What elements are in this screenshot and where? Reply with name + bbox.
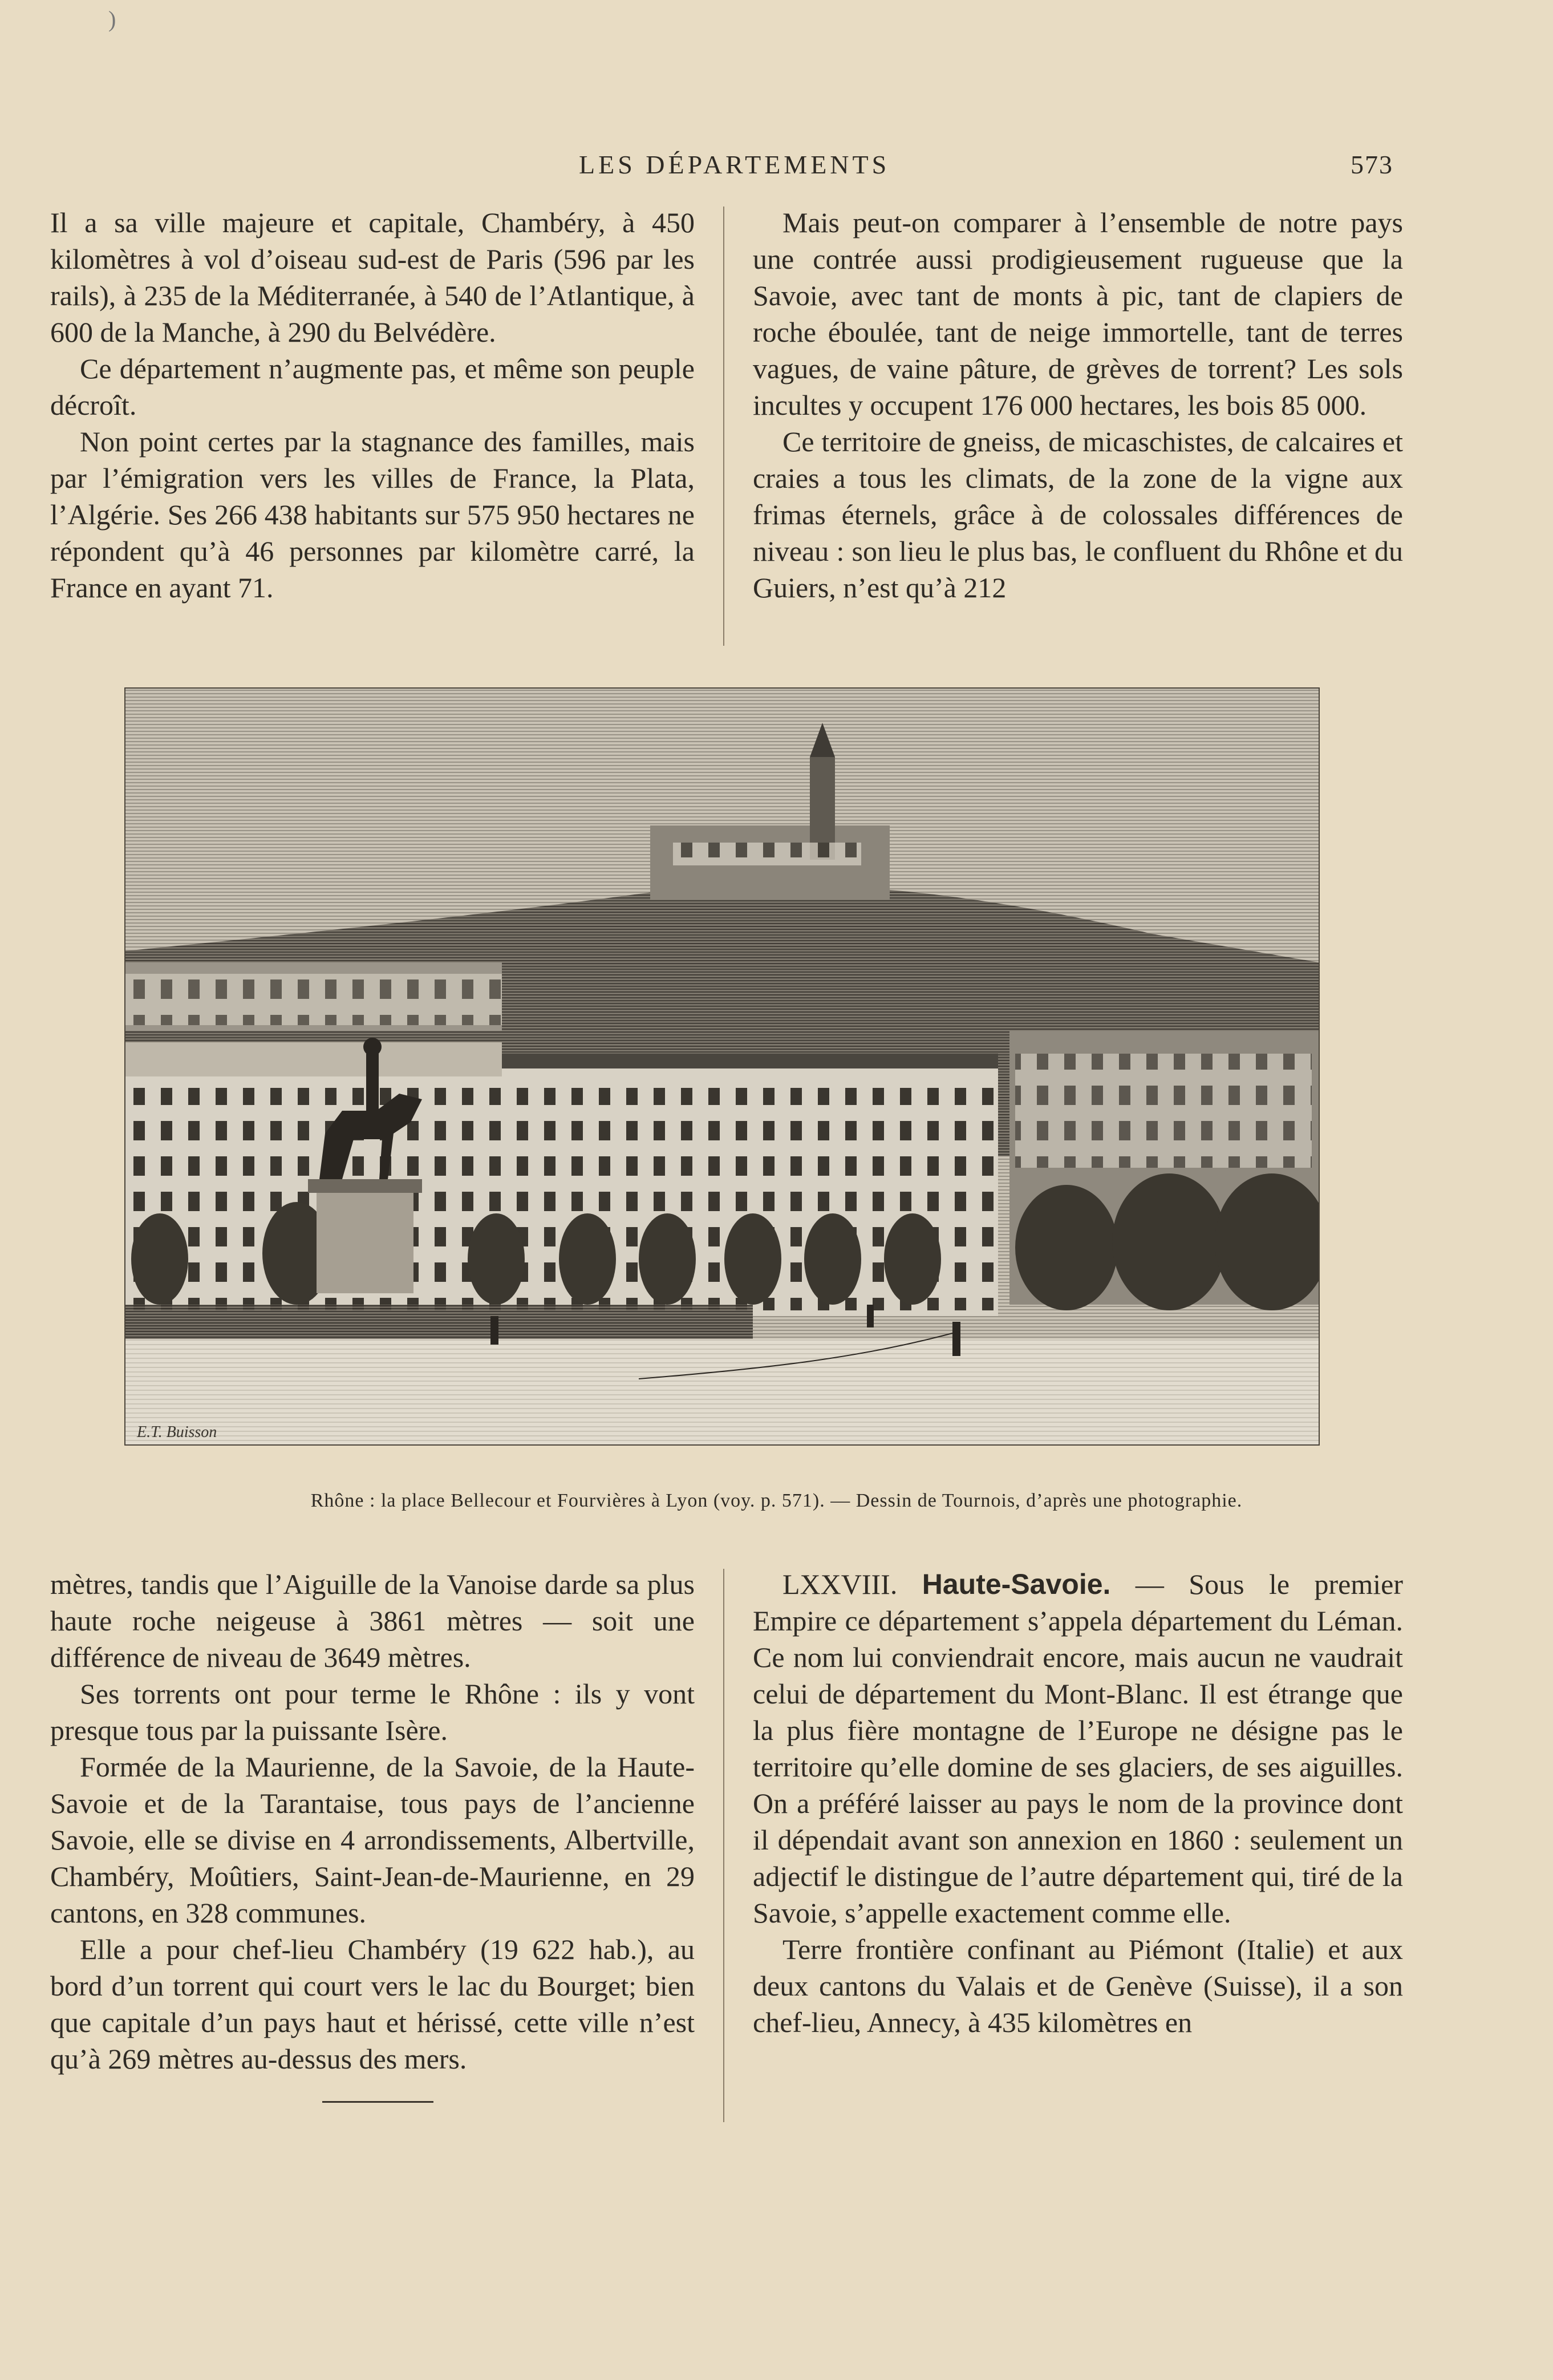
paragraph: Ce département n’augmente pas, et même son peuple décroît. bbox=[50, 353, 695, 421]
margin-mark: ) bbox=[108, 6, 116, 32]
text-column-bottom-left bbox=[50, 1566, 695, 2077]
paragraph: Ce territoire de gneiss, de micaschistes, de calcaires et craies a tous les climats, de la zone de la vigne aux frimas éternels, grâce à de colossales différences de niveau : son lieu le plus bas, le confluent du Rhône et du Guiers, n’est qu’à 212 bbox=[753, 426, 1403, 604]
figure-caption: Rhône : la place Bellecour et Fourvières à Lyon (voy. p. 571). — Dessin de Tournois, d’après une photographie. bbox=[310, 1490, 1243, 1511]
engraving-figure bbox=[124, 687, 1320, 1446]
text-column-bottom-right bbox=[753, 1566, 1403, 2041]
header-title: LES DÉPARTEMENTS bbox=[579, 150, 890, 179]
page-number: 573 bbox=[1351, 150, 1393, 179]
section-divider bbox=[322, 2101, 433, 2103]
paragraph: mètres, tandis que l’Aiguille de la Vanoise darde sa plus haute roche neigeuse à 3861 mètres — soit une différence de niveau de 3649 mètres. bbox=[50, 1568, 695, 1673]
section-intro: — Sous le premier Empire ce département s’appela département du Léman. Ce nom lui conviendrait encore, mais aucun ne vaudrait celui de département du Mont-Blanc. Il est étrange que la plus fière montagne de l’Europe ne désigne pas le territoire qu’elle domine de ses glaciers, de ses aiguilles. On a préféré laisser au pays le nom de la province dont il dépendait avant son annexion en 1860 : seulement un adjectif le distingue de l’autre département qui, tiré de la Savoie, s’appelle exactement comme elle. bbox=[753, 1568, 1403, 1929]
paragraph: Mais peut-on comparer à l’ensemble de notre pays une contrée aussi prodigieusement rugueuse que la Savoie, avec tant de monts à pic, tant de clapiers de roche éboulée, tant de neige immortelle, tant de terres vagues, de vaine pâture, de grèves de torrent? Les sols incultes y occupent 176 000 hectares, les bois 85 000. bbox=[753, 207, 1403, 421]
paragraph: Formée de la Maurienne, de la Savoie, de la Haute-Savoie et de la Tarantaise, tous pays de l’ancienne Savoie, elle se divise en 4 arrondissements, Albertville, Chambéry, Moûtiers, Saint-Jean-de-Maurienne, en 29 cantons, en 328 communes. bbox=[50, 1751, 695, 1929]
engraving-illustration bbox=[125, 689, 1319, 1444]
paragraph: Ses torrents ont pour terme le Rhône : ils y vont presque tous par la puissante Isère. bbox=[50, 1678, 695, 1746]
column-rule-bottom bbox=[723, 1569, 724, 2122]
engraver-signature: E.T. Buisson bbox=[137, 1423, 217, 1441]
text-column-top-left bbox=[50, 204, 695, 606]
paragraph: Terre frontière confinant au Piémont (Italie) et aux deux cantons du Valais et de Genève (Suisse), il a son chef-lieu, Annecy, à 435 kilomètres en bbox=[753, 1933, 1403, 2038]
section-title: Haute-Savoie. bbox=[922, 1568, 1111, 1600]
section-heading-paragraph bbox=[753, 1566, 1403, 1931]
column-rule-top bbox=[723, 207, 724, 646]
running-header bbox=[0, 149, 1553, 184]
paragraph: Elle a pour chef-lieu Chambéry (19 622 hab.), au bord d’un torrent qui court vers le lac du Bourget; bien que capitale d’un pays haut et hérissé, cette ville n’est qu’à 269 mètres au-dessus des mers. bbox=[50, 1933, 695, 2075]
section-number: LXXVIII. bbox=[782, 1568, 898, 1600]
paragraph: Non point certes par la stagnance des familles, mais par l’émigration vers les villes de France, la Plata, l’Algérie. Ses 266 438 habitants sur 575 950 hectares ne répondent qu’à 46 personnes par kilomètre carré, la France en ayant 71. bbox=[50, 426, 695, 604]
text-column-top-right bbox=[753, 204, 1403, 606]
paragraph: Il a sa ville majeure et capitale, Chambéry, à 450 kilomètres à vol d’oiseau sud-est de Paris (596 par les rails), à 235 de la Méditerranée, à 540 de l’Atlantique, à 600 de la Manche, à 290 du Belvédère. bbox=[50, 207, 695, 348]
